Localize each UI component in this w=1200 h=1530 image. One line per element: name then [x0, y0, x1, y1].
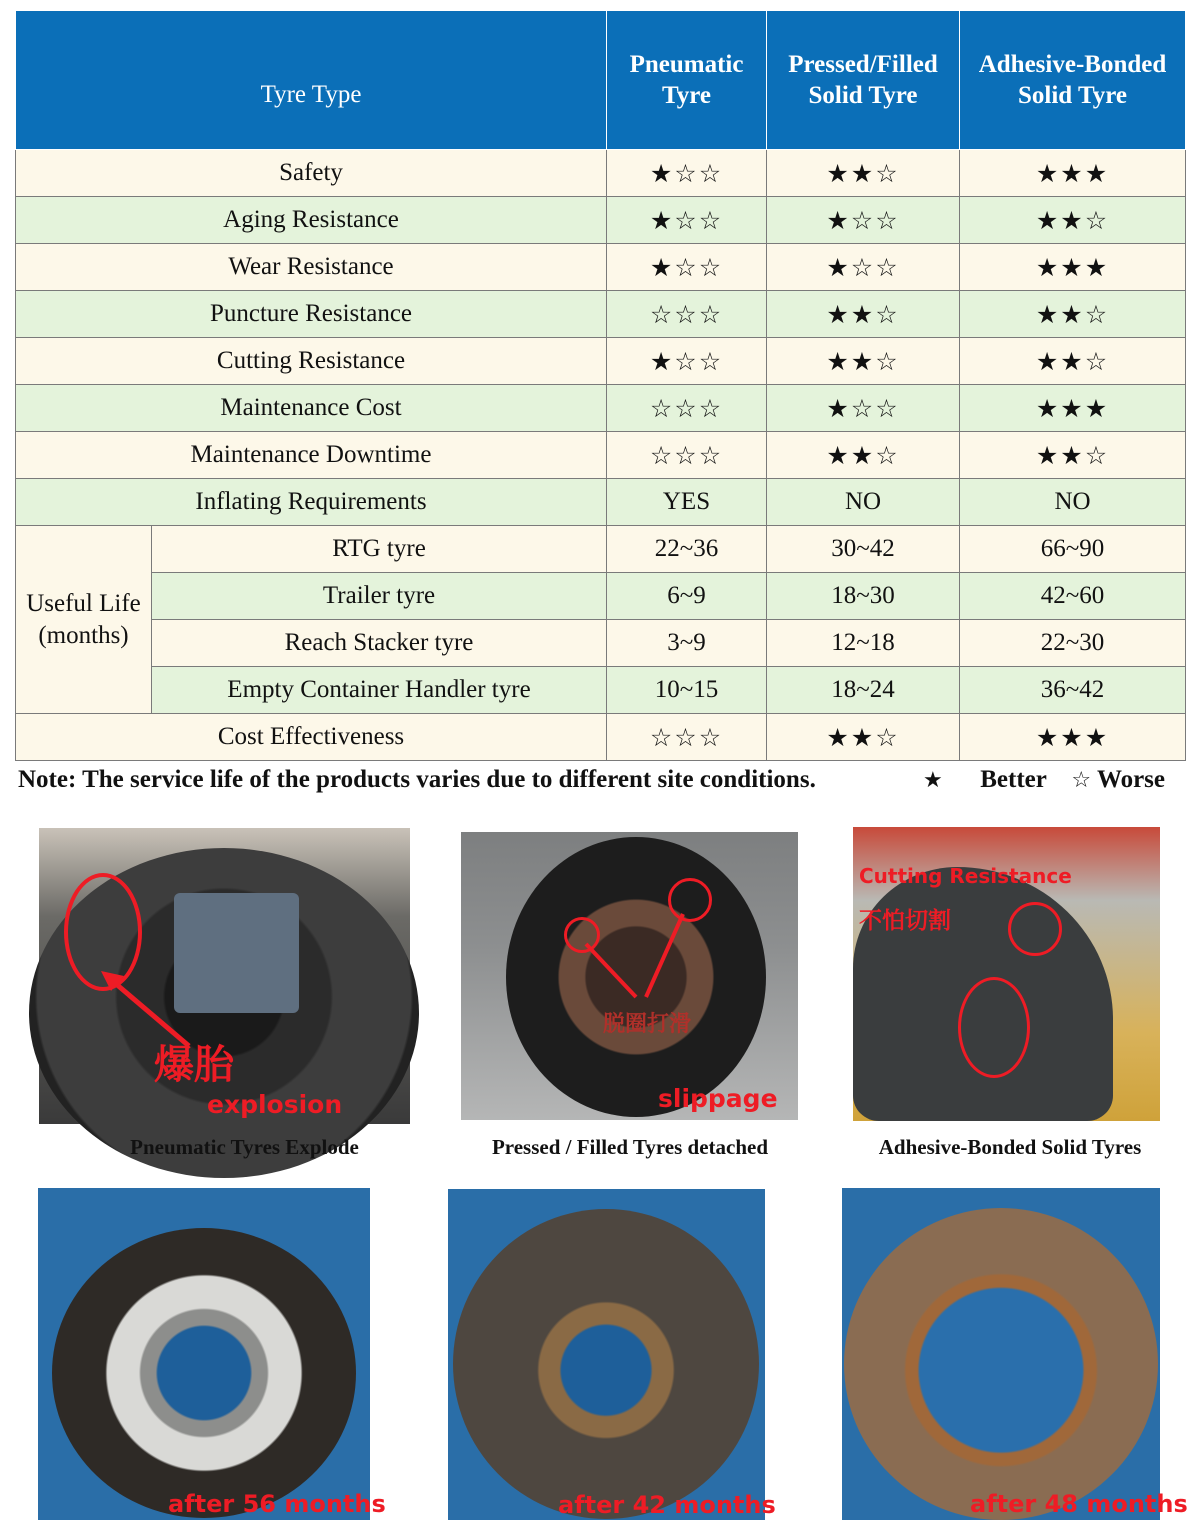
- row-label: RTG tyre: [152, 526, 607, 573]
- table-row: [16, 667, 1186, 714]
- row-label: Cost Effectiveness: [16, 714, 607, 761]
- photo-tyre-after-48-months: [842, 1188, 1188, 1520]
- value-cell: 30~42: [767, 526, 960, 573]
- row-label: Wear Resistance: [16, 244, 607, 291]
- highlight-circle: [1008, 902, 1062, 956]
- rating-cell: ★★☆: [767, 338, 960, 385]
- service-life-note: [18, 766, 1193, 794]
- value-cell: 22~30: [960, 620, 1186, 667]
- table-row: [16, 714, 1186, 761]
- value-cell: 12~18: [767, 620, 960, 667]
- value-cell: 6~9: [607, 573, 767, 620]
- photo-tyre-after-42-months: [448, 1189, 776, 1520]
- arrow-icon: [461, 832, 798, 1120]
- column-header-pneumatic: Pneumatic Tyre: [607, 11, 767, 150]
- rating-cell: ★☆☆: [607, 150, 767, 197]
- value-cell: 18~30: [767, 573, 960, 620]
- duration-label: after 56 months: [168, 1490, 386, 1518]
- value-cell: 36~42: [960, 667, 1186, 714]
- table-row: [16, 479, 1186, 526]
- row-label: Empty Container Handler tyre: [152, 667, 607, 714]
- value-cell: 10~15: [607, 667, 767, 714]
- table-row: [16, 385, 1186, 432]
- table-header-row: [16, 11, 1186, 150]
- table-row: [16, 432, 1186, 479]
- row-label: Inflating Requirements: [16, 479, 607, 526]
- table-row: [16, 197, 1186, 244]
- rating-cell: ★★☆: [960, 338, 1186, 385]
- rating-cell: ★★★: [960, 385, 1186, 432]
- caption-pressed: Pressed / Filled Tyres detached: [491, 1135, 769, 1159]
- useful-life-label: Useful Life (months): [16, 526, 152, 714]
- row-label: Maintenance Downtime: [16, 432, 607, 479]
- duration-label: after 48 months: [970, 1490, 1188, 1518]
- rating-cell: ★★☆: [960, 197, 1186, 244]
- value-cell: 42~60: [960, 573, 1186, 620]
- value-cell: NO: [767, 479, 960, 526]
- tyre-image: [52, 1228, 356, 1518]
- rating-cell: ★★☆: [960, 291, 1186, 338]
- rating-cell: ★☆☆: [607, 244, 767, 291]
- row-label: Safety: [16, 150, 607, 197]
- column-header-adhesive: Adhesive-Bonded Solid Tyre: [960, 11, 1186, 150]
- value-cell: 66~90: [960, 526, 1186, 573]
- table-row: [16, 526, 1186, 573]
- table-row: [16, 291, 1186, 338]
- value-cell: YES: [607, 479, 767, 526]
- photo-pneumatic-explosion: [39, 828, 410, 1124]
- rating-cell: ☆☆☆: [607, 385, 767, 432]
- table-row: [16, 573, 1186, 620]
- tyre-image: [844, 1208, 1158, 1520]
- cutting-resistance-label: Cutting Resistance: [859, 864, 1072, 888]
- row-label: Aging Resistance: [16, 197, 607, 244]
- rating-cell: ☆☆☆: [607, 432, 767, 479]
- rating-cell: ★☆☆: [607, 338, 767, 385]
- rating-cell: ★★☆: [767, 291, 960, 338]
- photo-pressed-slippage: [461, 832, 798, 1120]
- rating-cell: ★★☆: [960, 432, 1186, 479]
- table-row: [16, 620, 1186, 667]
- value-cell: NO: [960, 479, 1186, 526]
- rating-cell: ★★☆: [767, 432, 960, 479]
- table-row: [16, 150, 1186, 197]
- highlight-circle: [958, 977, 1030, 1078]
- explosion-label: explosion: [207, 1090, 343, 1119]
- row-label: Reach Stacker tyre: [152, 620, 607, 667]
- rating-cell: ★☆☆: [607, 197, 767, 244]
- tyre-image: [453, 1209, 759, 1519]
- caption-pneumatic: Pneumatic Tyres Explode: [130, 1135, 359, 1159]
- row-label: Trailer tyre: [152, 573, 607, 620]
- caption-adhesive: Adhesive-Bonded Solid Tyres: [878, 1135, 1142, 1159]
- legend-better-label: Better: [980, 766, 1047, 793]
- tyre-comparison-table: [15, 10, 1186, 761]
- table-row: [16, 338, 1186, 385]
- slippage-label: slippage: [658, 1084, 778, 1113]
- photo-tyre-after-56-months: [38, 1188, 386, 1520]
- photo-adhesive-cutting: [853, 827, 1160, 1121]
- rating-legend: [923, 766, 1165, 794]
- rating-cell: ★☆☆: [767, 197, 960, 244]
- empty-star-icon: ☆: [1071, 768, 1092, 793]
- duration-label: after 42 months: [558, 1491, 776, 1519]
- table-row: [16, 244, 1186, 291]
- rating-cell: ☆☆☆: [607, 291, 767, 338]
- rating-cell: ★★☆: [767, 150, 960, 197]
- row-label: Puncture Resistance: [16, 291, 607, 338]
- row-label: Cutting Resistance: [16, 338, 607, 385]
- cutting-cn-label: 不怕切割: [859, 908, 951, 934]
- rating-cell: ★★☆: [767, 714, 960, 761]
- filled-star-icon: ★: [923, 768, 943, 793]
- rating-cell: ★★★: [960, 244, 1186, 291]
- legend-worse-label: Worse: [1096, 766, 1165, 793]
- column-header-pressed: Pressed/Filled Solid Tyre: [767, 11, 960, 150]
- value-cell: 18~24: [767, 667, 960, 714]
- row-header-label: Tyre Type: [16, 11, 607, 150]
- rating-cell: ★★★: [960, 150, 1186, 197]
- rating-cell: ★☆☆: [767, 244, 960, 291]
- slippage-cn-label: 脱圈打滑: [603, 1012, 692, 1037]
- value-cell: 22~36: [607, 526, 767, 573]
- rating-cell: ★★★: [960, 714, 1186, 761]
- explosion-cn-label: 爆胎: [154, 1042, 234, 1088]
- rating-cell: ★☆☆: [767, 385, 960, 432]
- value-cell: 3~9: [607, 620, 767, 667]
- rating-cell: ☆☆☆: [607, 714, 767, 761]
- row-label: Maintenance Cost: [16, 385, 607, 432]
- note-text: Note: The service life of the products varies due to different site conditions.: [18, 766, 816, 793]
